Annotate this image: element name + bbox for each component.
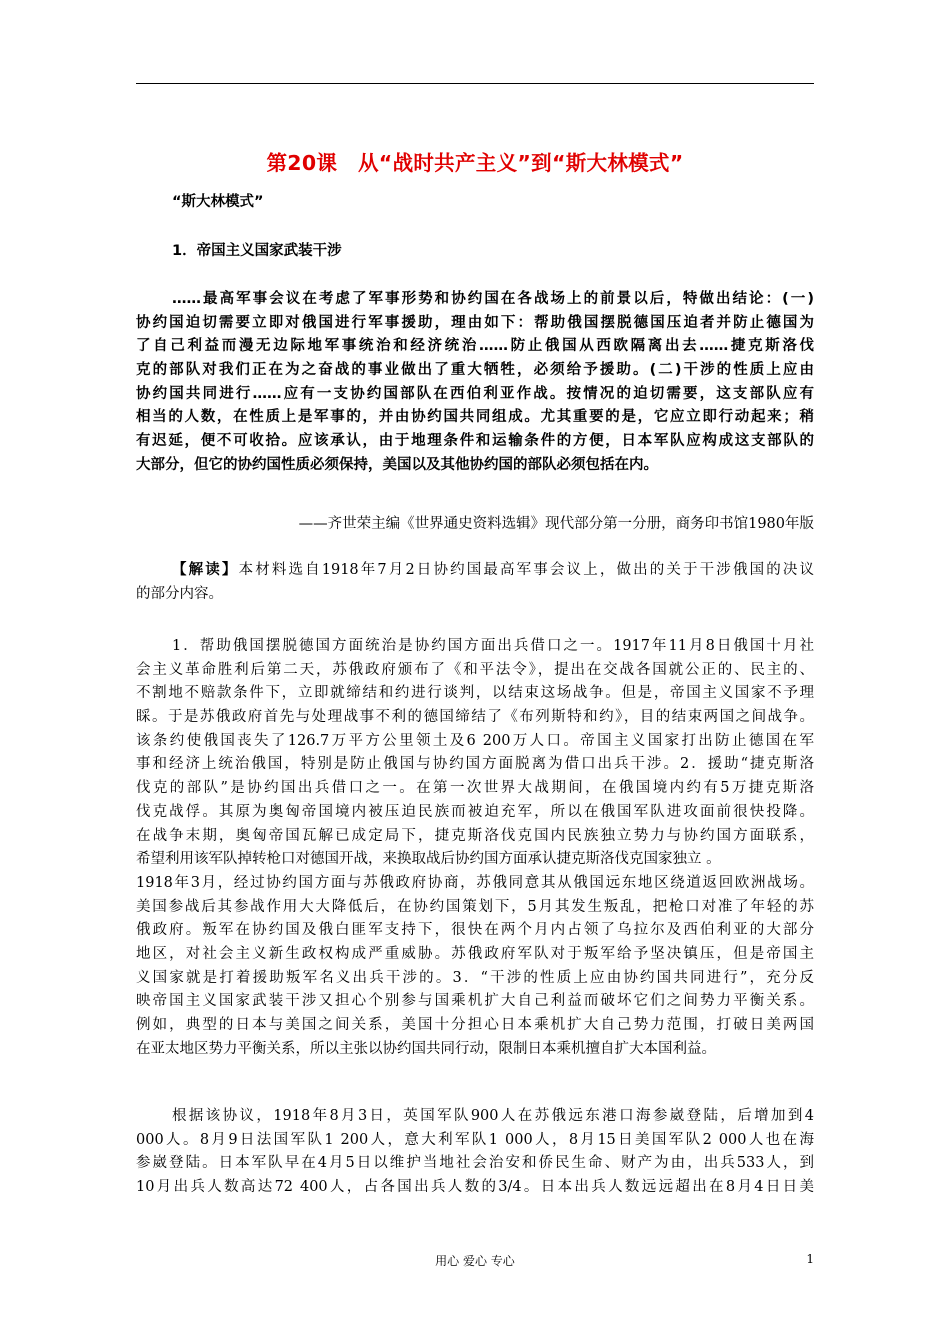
interpretation-tag: 【解读】	[172, 562, 239, 578]
paragraph-line: 睬。于是苏俄政府首先与处理战事不利的德国缔结了《布列斯特和约》，目的结束两国之间战争。	[136, 709, 814, 726]
analysis-paragraph	[136, 635, 814, 1061]
paragraph-line: 事和经济上统治俄国，特别是防止俄国与协约国方面脱离为借口出兵干涉。2．援助“捷克斯洛	[136, 756, 814, 773]
header-rule	[136, 83, 814, 84]
paragraph-line: 该条约使俄国丧失了126.7万平方公里领土及6 200万人口。帝国主义国家打出防止德国在军	[136, 732, 814, 749]
paragraph-line: 不割地不赔款条件下，立即就缔结和约进行谈判，以结束这场战争。但是，帝国主义国家不予理	[136, 685, 814, 702]
paragraph-line: 映帝国主义国家武装干涉又担心个别参与国乘机扩大自己利益而破坏它们之间势力平衡关系。	[136, 993, 814, 1010]
paragraph-line: 参崴登陆。日本军队早在4月5日以维护当地社会治安和侨民生命、财产为由，出兵533人，到	[136, 1155, 814, 1172]
paragraph-line: 000人。8月9日法国军队1 200人，意大利军队1 000人，8月15日美国军队2 000人也在海	[136, 1131, 814, 1148]
interpretation-line: 的部分内容。	[136, 585, 223, 602]
paragraph-line: 1918年3月，经过协约国方面与苏俄政府协商，苏俄同意其从俄国远东地区绕道返回欧洲战场。	[136, 874, 814, 891]
paragraph-line: 希望利用该军队掉转枪口对德国开战，来换取战后协约国方面承认捷克斯洛伐克国家独立 。	[136, 851, 721, 868]
interpretation-block	[136, 559, 814, 606]
quote-line: 大部分，但它的协约国性质必须保持，美国以及其他协约国的部队必须包括在内。	[136, 456, 658, 473]
paragraph-line: 10月出兵人数高达72 400人，占各国出兵人数的3/4。日本出兵人数远远超出在8月4日日美	[136, 1179, 814, 1196]
paragraph-line: 伐克的部队”是协约国出兵借口之一。在第一次世界大战期间，在俄国境内约有5万捷克斯洛	[136, 780, 814, 797]
paragraph-line: 美国参战后其参战作用大大降低后，在协约国策划下，5月其发生叛乱，把枪口对准了年轻的苏	[136, 898, 814, 915]
paragraph-line: 义国家就是打着援助叛军名义出兵干涉的。3．“干涉的性质上应由协约国共同进行”，充分反	[136, 969, 814, 986]
quote-source: ——齐世荣主编《世界通史资料选辑》现代部分第一分册，商务印书馆1980年版	[298, 516, 814, 532]
interpretation-text: 本材料选自1918年7月2日协约国最高军事会议上，做出的关于干涉俄国的决议	[238, 562, 814, 578]
lesson-title: 第20课 从“战时共产主义”到“斯大林模式”	[266, 151, 684, 175]
quote-block	[136, 288, 814, 478]
paragraph-line: 例如，典型的日本与美国之间关系，美国十分担心日本乘机扩大自己势力范围，打破日美两国	[136, 1017, 814, 1033]
deployment-paragraph	[136, 1105, 814, 1200]
page-number: 1	[806, 1252, 814, 1266]
quote-line: ……最高军事会议在考虑了军事形势和协约国在各战场上的前景以后，特做出结论：(一)	[172, 291, 814, 307]
paragraph-line: 伐克战俘。其原为奥匈帝国境内被压迫民族而被迫充军，所以在俄国军队进攻面前很快投降。	[136, 803, 814, 820]
interpretation-line	[136, 559, 814, 583]
paragraph-line: 俄政府。叛军在协约国及俄白匪军支持下，很快在两个月内占领了乌拉尔及西伯利亚的大部分	[136, 922, 814, 939]
paragraph-line: 在亚太地区势力平衡关系，所以主张以协约国共同行动，限制日本乘机擅自扩大本国利益。	[136, 1040, 716, 1057]
paragraph-line: 地区，对社会主义新生政权构成严重威胁。苏俄政府军队对于叛军给予坚决镇压，但是帝国主	[136, 945, 814, 962]
quote-line: 协约国共同进行……应有一支协约国部队在西伯利亚作战。按情况的迫切需要，这支部队应有	[136, 385, 814, 402]
quote-line: 相当的人数，在性质上是军事的，并由协约国共同组成。尤其重要的是，它应立即行动起来；稍	[136, 409, 814, 426]
quote-line: 克的部队对我们正在为之奋战的事业做出了重大牺牲，必须给予援助。(二)干涉的性质上应由	[136, 362, 814, 379]
paragraph-line: 根据该协议，1918年8月3日，英国军队900人在苏俄远东港口海参崴登陆，后增加到4	[172, 1108, 814, 1124]
paragraph-line: 在战争末期，奥匈帝国瓦解已成定局下，捷克斯洛伐克国内民族独立势力与协约国方面联系，	[136, 827, 814, 844]
page-footer: 用心 爱心 专心	[435, 1254, 515, 1268]
quote-line: 有迟延，便不可收拾。应该承认，由于地理条件和运输条件的方便，日本军队应构成这支部队的	[136, 433, 814, 450]
section-heading: “斯大林模式”	[172, 194, 264, 210]
quote-line: 协约国迫切需要立即对俄国进行军事援助，理由如下：帮助俄国摆脱德国压迫者并防止德国为	[136, 314, 814, 331]
paragraph-line: 1．帮助俄国摆脱德国方面统治是协约国方面出兵借口之一。1917年11月8日俄国十月社	[172, 638, 814, 654]
paragraph-line: 会主义革命胜利后第二天，苏俄政府颁布了《和平法令》，提出在交战各国就公正的、民主的、	[136, 661, 814, 678]
subheading: 1．帝国主义国家武装干涉	[172, 243, 342, 259]
quote-line: 了自己利益而漫无边际地军事统治和经济统治……防止俄国从西欧隔离出去……捷克斯洛伐	[136, 338, 814, 355]
